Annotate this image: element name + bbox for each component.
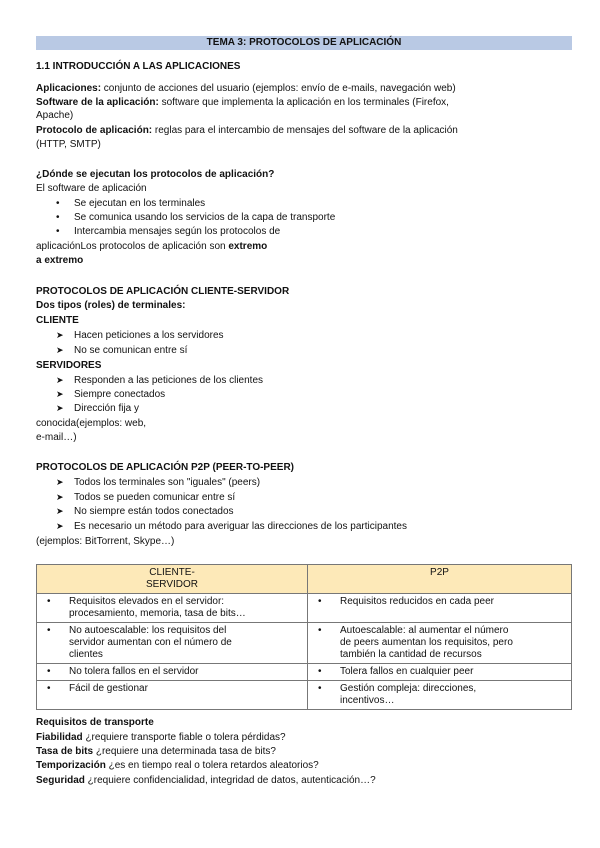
list-item-text: No siempre están todos conectados <box>74 506 234 517</box>
server-label: SERVIDORES <box>36 360 102 371</box>
list-item <box>56 374 263 387</box>
transport-term: Temporización <box>36 760 106 771</box>
def-software-cont: Apache) <box>36 110 74 121</box>
comparison-table <box>36 564 572 710</box>
cell-text: Requisitos elevados en el servidor: procesamiento, memoria, tasa de bits… <box>69 596 246 619</box>
def-term: Aplicaciones: <box>36 83 102 94</box>
page-title: TEMA 3: PROTOCOLOS DE APLICACIÓN <box>36 36 572 50</box>
table-cell <box>37 623 308 664</box>
bullet-icon: • <box>56 212 60 223</box>
transport-text: ¿requiere confidencialidad, integridad de datos, autenticación…? <box>84 775 376 786</box>
table-header-row <box>37 565 572 594</box>
list-item-text: Hacen peticiones a los servidores <box>74 330 224 341</box>
def-text: reglas para el intercambio de mensajes del software de la aplicación <box>152 125 458 136</box>
transport-text: ¿requiere una determinada tasa de bits? <box>93 746 276 757</box>
bullet-icon: • <box>318 625 322 636</box>
where-tail-bold: extremo <box>228 241 268 252</box>
def-software <box>36 96 449 109</box>
cell-text: Gestión compleja: direcciones, incentivos… <box>340 683 477 706</box>
def-term: Software de la aplicación: <box>36 97 159 108</box>
table-cell <box>308 623 572 664</box>
server-tail-2: e-mail…) <box>36 432 77 443</box>
def-text: software que implementa la aplicación en los terminales (Firefox, <box>158 97 449 108</box>
transport-text: ¿es en tiempo real o tolera retardos aleatorios? <box>105 760 319 771</box>
list-item <box>56 520 407 533</box>
cell-text: Tolera fallos en cualquier peer <box>340 666 474 677</box>
arrow-bullet-icon: ➤ <box>56 403 64 413</box>
transport-term: Tasa de bits <box>36 746 94 757</box>
list-item <box>56 197 205 210</box>
list-item <box>56 211 335 224</box>
transport-text: ¿requiere transporte fiable o tolera pérdidas? <box>82 732 286 743</box>
cell-text: No autoescalable: los requisitos del servidor aumentan con el número de clientes <box>69 625 232 660</box>
list-item-text: Responden a las peticiones de los clientes <box>74 375 264 386</box>
where-tail <box>36 240 267 253</box>
list-item <box>56 225 280 238</box>
list-item <box>56 402 139 415</box>
arrow-bullet-icon: ➤ <box>56 492 64 502</box>
arrow-bullet-icon: ➤ <box>56 389 64 399</box>
header-label: P2P <box>430 567 449 578</box>
list-item <box>56 505 234 518</box>
client-label: CLIENTE <box>36 315 79 326</box>
transport-item <box>36 745 276 758</box>
list-item-text: No se comunican entre sí <box>74 345 188 356</box>
list-item-text: Todos se pueden comunicar entre sí <box>74 492 236 503</box>
server-tail: conocida(ejemplos: web, <box>36 418 147 429</box>
bullet-icon: • <box>56 226 60 237</box>
cell-text: Autoescalable: al aumentar el número de peers aumentan los requisitos, pero también la cantidad de recursos <box>340 625 513 660</box>
transport-term: Seguridad <box>36 775 85 786</box>
arrow-bullet-icon: ➤ <box>56 521 64 531</box>
bullet-icon: • <box>318 596 322 607</box>
header-cliente-servidor <box>37 565 308 594</box>
arrow-bullet-icon: ➤ <box>56 506 64 516</box>
table-row <box>37 623 572 664</box>
bullet-icon: • <box>47 596 51 607</box>
bullet-icon: • <box>47 625 51 636</box>
list-item-text: Siempre conectados <box>74 389 166 400</box>
table-cell <box>37 681 308 710</box>
where-tail-bold2: a extremo <box>36 255 84 266</box>
cell-text: Fácil de gestionar <box>69 683 148 694</box>
cell-text: Requisitos reducidos en cada peer <box>340 596 494 607</box>
list-item <box>56 476 260 489</box>
def-aplicaciones <box>36 82 456 95</box>
p2p-tail: (ejemplos: BitTorrent, Skype…) <box>36 536 175 547</box>
transport-item <box>36 774 376 787</box>
list-item-text: Es necesario un método para averiguar las direcciones de los participantes <box>74 521 407 532</box>
table-cell <box>37 664 308 681</box>
list-item-text: Dirección fija y <box>74 403 140 414</box>
table-cell <box>308 664 572 681</box>
list-item-text: Se comunica usando los servicios de la capa de transporte <box>74 212 336 223</box>
arrow-bullet-icon: ➤ <box>56 345 64 355</box>
section-heading-intro: 1.1 INTRODUCCIÓN A LAS APLICACIONES <box>36 61 241 72</box>
cs-subheading: Dos tipos (roles) de terminales: <box>36 300 186 311</box>
def-protocolo <box>36 124 458 137</box>
table-row <box>37 664 572 681</box>
section-heading-cs: PROTOCOLOS DE APLICACIÓN CLIENTE-SERVIDOR <box>36 286 290 297</box>
list-item <box>56 329 224 342</box>
bullet-icon: • <box>47 666 51 677</box>
section-heading-transport: Requisitos de transporte <box>36 717 154 728</box>
transport-term: Fiabilidad <box>36 732 83 743</box>
transport-item <box>36 759 319 772</box>
where-tail-text: aplicaciónLos protocolos de aplicación son <box>36 241 229 252</box>
bullet-icon: • <box>56 198 60 209</box>
cell-text: No tolera fallos en el servidor <box>69 666 199 677</box>
bullet-icon: • <box>47 683 51 694</box>
transport-item <box>36 731 286 744</box>
where-intro: El software de aplicación <box>36 183 147 194</box>
arrow-bullet-icon: ➤ <box>56 330 64 340</box>
def-text: conjunto de acciones del usuario (ejemplos: envío de e-mails, navegación web) <box>101 83 456 94</box>
table-cell <box>308 594 572 623</box>
table-cell <box>308 681 572 710</box>
def-protocolo-cont: (HTTP, SMTP) <box>36 139 101 150</box>
arrow-bullet-icon: ➤ <box>56 375 64 385</box>
table-row <box>37 594 572 623</box>
bullet-icon: • <box>318 683 322 694</box>
arrow-bullet-icon: ➤ <box>56 477 64 487</box>
list-item-text: Todos los terminales son "iguales" (peers) <box>74 477 261 488</box>
where-question: ¿Dónde se ejecutan los protocolos de aplicación? <box>36 169 275 180</box>
list-item-text: Se ejecutan en los terminales <box>74 198 206 209</box>
header-p2p <box>308 565 572 594</box>
list-item <box>56 491 235 504</box>
table-row <box>37 681 572 710</box>
list-item <box>56 344 187 357</box>
section-heading-p2p: PROTOCOLOS DE APLICACIÓN P2P (PEER-TO-PEER) <box>36 462 294 473</box>
table-cell <box>37 594 308 623</box>
bullet-icon: • <box>318 666 322 677</box>
list-item-text: Intercambia mensajes según los protocolos de <box>74 226 281 237</box>
header-label: CLIENTE- SERVIDOR <box>145 567 199 590</box>
def-term: Protocolo de aplicación: <box>36 125 153 136</box>
list-item <box>56 388 165 401</box>
